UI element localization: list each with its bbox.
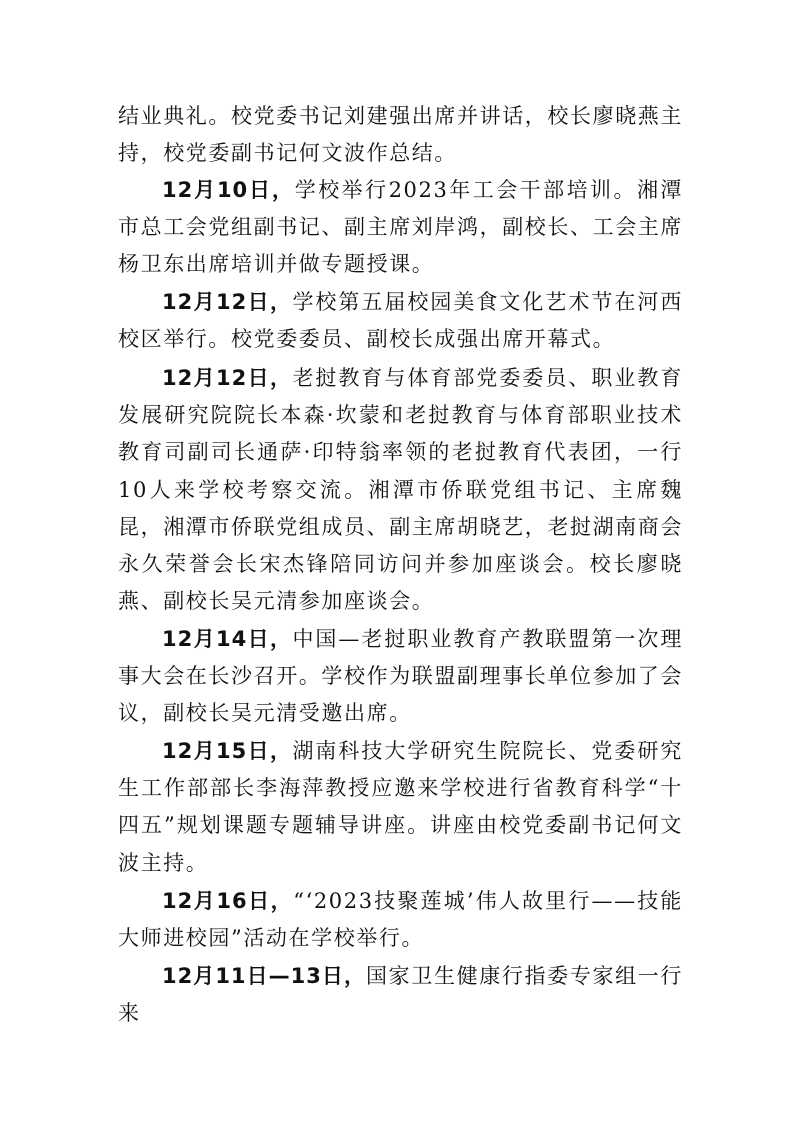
paragraph-text: 中国—老挝职业教育产教联盟第一次理事大会在长沙召开。学校作为联盟副理事长单位参加了会议，副校长吴元清受邀出席。 [118, 627, 683, 726]
paragraph-text: 学校举行2023年工会干部培训。湘潭市总工会党组副书记、副主席刘岸鸿，副校长、工会主席杨卫东出席培训并做专题授课。 [118, 178, 684, 277]
paragraph-research-lecture [118, 733, 683, 882]
event-date: 12月16日， [162, 889, 294, 913]
paragraph-text: 湖南科技大学研究生院院长、党委研究生工作部部长李海萍教授应邀来学校进行省教育科学“十四五”规划课题专题辅导讲座。讲座由校党委副书记何文波主持。 [118, 739, 683, 875]
paragraph-text: 结业典礼。校党委书记刘建强出席并讲话，校长廖晓燕主持，校党委副书记何文波作总结。 [118, 104, 683, 166]
paragraph-alliance-meeting [118, 621, 683, 733]
event-date: 12月15日， [162, 739, 293, 763]
event-date: 12月14日， [162, 627, 293, 651]
event-date: 12月10日， [162, 178, 295, 202]
paragraph-text: 国家卫生健康行指委专家组一行来 [118, 964, 683, 1026]
paragraph-health-committee [118, 958, 683, 1032]
paragraph-food-festival [118, 284, 683, 358]
paragraph-graduation-ceremony [118, 98, 683, 172]
paragraph-text: “‘2023技聚莲城’伟人故里行——技能大师进校园”活动在学校举行。 [118, 889, 683, 951]
event-date: 12月12日， [162, 290, 293, 314]
event-date: 12月11日—13日， [162, 964, 366, 988]
paragraph-skill-masters [118, 883, 683, 957]
paragraph-text: 老挝教育与体育部党委委员、职业教育发展研究院院长本森·坎蒙和老挝教育与体育部职业技术教育司副司长通萨·印特翁率领的老挝教育代表团，一行10人来学校考察交流。湘潭市侨联党组书记、主席魏昆，湘潭市侨联党组成员、副主席胡晓艺，老挝湖南商会永久荣誉会长宋杰锋陪同访问并参加座谈会。校长廖晓燕、副校长吴元清参加座谈会。 [118, 366, 683, 614]
paragraph-union-training [118, 172, 683, 284]
paragraph-text: 学校第五届校园美食文化艺术节在河西校区举行。校党委委员、副校长成强出席开幕式。 [118, 290, 683, 352]
paragraph-laos-delegation [118, 360, 683, 620]
event-date: 12月12日， [162, 366, 293, 390]
